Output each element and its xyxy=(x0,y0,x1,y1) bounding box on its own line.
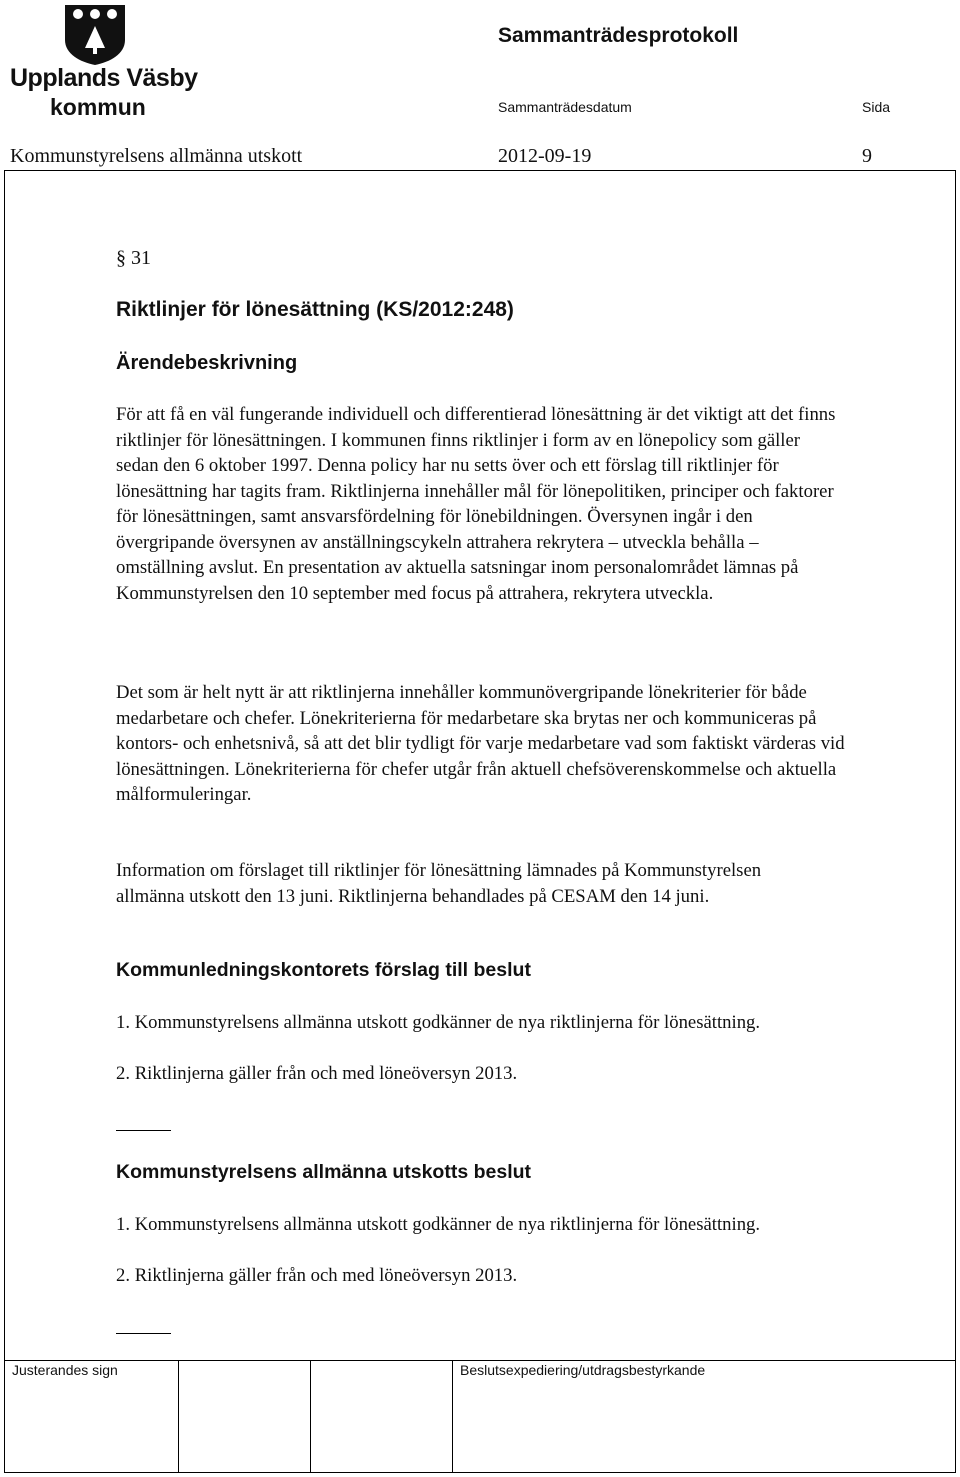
signature-cell-border xyxy=(452,1360,453,1472)
logo-name: Upplands Väsby xyxy=(10,64,198,92)
justerandes-sign-label: Justerandes sign xyxy=(12,1362,118,1378)
signature-cell-border xyxy=(4,1360,5,1472)
signature-cell-border xyxy=(310,1360,311,1472)
logo-subname: kommun xyxy=(50,94,146,120)
beslutsexpediering-label: Beslutsexpediering/utdragsbestyrkande xyxy=(460,1362,706,1378)
proposal-item-2: 2. Riktlinjerna gäller från och med löneöversyn 2013. xyxy=(116,1063,518,1084)
date-label: Sammanträdesdatum xyxy=(498,99,632,115)
description-paragraph-2: Det som är helt nytt är att riktlinjerna innehåller kommunövergripande lönekriterier för både medarbetare och chefer. Lönekriterierna för medarbetare ska brytas ner och kommuniceras på kontors- och enhetsnivå, så att det blir tydligt för varje medarbetare vad som faktiskt värderas vid lönesättningen. Lönekriterierna för chefer utgår från aktuell chefsöverenskommelse och aktuella målformuleringar. xyxy=(116,682,845,805)
frame-right-border xyxy=(955,170,956,1360)
case-heading: Ärendebeskrivning xyxy=(116,352,298,374)
footer-bottom-border xyxy=(4,1472,956,1473)
municipality-logo xyxy=(10,2,200,120)
decision-item-1: 1. Kommunstyrelsens allmänna utskott godkänner de nya riktlinjerna för lönesättning. xyxy=(116,1214,761,1235)
signature-cell-border xyxy=(955,1360,956,1472)
proposal-heading: Kommunledningskontorets förslag till beslut xyxy=(116,959,531,981)
footer-top-border xyxy=(4,1360,956,1361)
decision-item-2: 2. Riktlinjerna gäller från och med löneöversyn 2013. xyxy=(116,1265,518,1286)
committee-name: Kommunstyrelsens allmänna utskott xyxy=(10,145,303,167)
signature-cell-border xyxy=(178,1360,179,1472)
separator-line xyxy=(116,1333,171,1334)
page-label: Sida xyxy=(862,99,891,115)
proposal-item-1: 1. Kommunstyrelsens allmänna utskott godkänner de nya riktlinjerna för lönesättning. xyxy=(116,1012,761,1033)
description-paragraph-3: Information om förslaget till riktlinjer för lönesättning lämnades på Kommunstyrelsen allmänna utskott den 13 juni. Riktlinjerna behandlades på CESAM den 14 juni. xyxy=(116,860,762,907)
section-title: Riktlinjer för lönesättning (KS/2012:248) xyxy=(116,298,514,321)
document-title: Sammanträdesprotokoll xyxy=(498,24,739,47)
paragraph-number: § 31 xyxy=(116,247,151,269)
meeting-date: 2012-09-19 xyxy=(498,145,592,167)
description-paragraph-1: För att få en väl fungerande individuell och differentierad lönesättning är det viktigt att det finns riktlinjer för lönesättningen. I kommunen finns riktlinjer i form av en lönepolicy som gäller sedan den 6 oktober 1997. Denna policy har nu setts över och ett förslag till riktlinjer för lönesättning har tagits fram. Riktlinjerna innehåller mål för lönepolitiken, principer och faktorer för lönesättningen, samt ansvarsfördelning för lönebildningen. Översynen ingår i den övergripande översynen av anställningscykeln attrahera rekrytera – utveckla behålla – omställning avslut. En presentation av aktuella satsningar inom personalområdet lämnas på Kommunstyrelsen den 10 september med focus på attrahera, rekrytera utveckla. xyxy=(116,404,836,604)
separator-line xyxy=(116,1130,171,1131)
frame-left-border xyxy=(4,170,5,1360)
decision-heading: Kommunstyrelsens allmänna utskotts beslut xyxy=(116,1161,532,1183)
frame-top-border xyxy=(4,170,956,171)
coat-of-arms-icon xyxy=(60,2,130,66)
page-number: 9 xyxy=(862,145,872,167)
